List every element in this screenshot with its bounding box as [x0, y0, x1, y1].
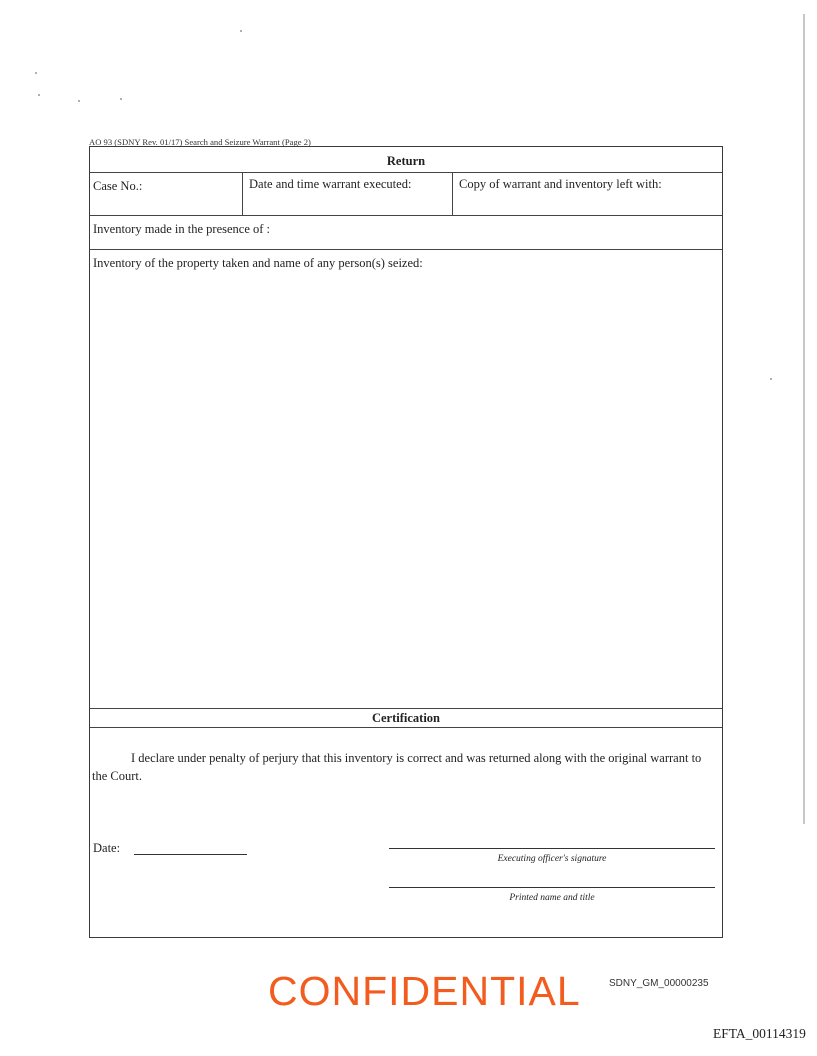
scan-page-edge [803, 14, 805, 824]
date-line [134, 854, 247, 855]
divider [242, 172, 243, 215]
certification-title: Certification [371, 711, 441, 725]
printed-name-line [389, 887, 715, 888]
date-label: Date: [93, 841, 121, 855]
case-number-label: Case No.: [93, 179, 143, 193]
scan-speck [38, 94, 40, 96]
warrant-executed-label: Date and time warrant executed: [249, 177, 412, 191]
divider [90, 249, 722, 250]
confidential-stamp: CONFIDENTIAL [268, 968, 581, 1014]
divider [90, 708, 722, 709]
scan-speck [240, 30, 242, 32]
scan-speck [120, 98, 122, 100]
scan-speck [770, 378, 772, 380]
divider [90, 215, 722, 216]
return-form [89, 146, 723, 938]
efta-number: EFTA_00114319 [713, 1026, 806, 1041]
divider [90, 727, 722, 728]
signature-line [389, 848, 715, 849]
printed-name-caption: Printed name and title [509, 893, 595, 903]
scan-speck [78, 100, 80, 102]
presence-label: Inventory made in the presence of : [93, 222, 271, 236]
signature-caption: Executing officer's signature [497, 854, 607, 864]
certification-statement: I declare under penalty of perjury that this inventory is correct and was returned along with the original warrant to the Court. [92, 751, 702, 783]
return-title: Return [386, 154, 426, 168]
divider [90, 172, 722, 173]
bates-number: SDNY_GM_00000235 [609, 978, 709, 989]
inventory-label: Inventory of the property taken and name of any person(s) seized: [93, 256, 423, 270]
copy-left-with-label: Copy of warrant and inventory left with: [459, 177, 662, 191]
divider [452, 172, 453, 215]
form-identifier: AO 93 (SDNY Rev. 01/17) Search and Seizure Warrant (Page 2) [89, 137, 311, 147]
scan-speck [35, 72, 37, 74]
